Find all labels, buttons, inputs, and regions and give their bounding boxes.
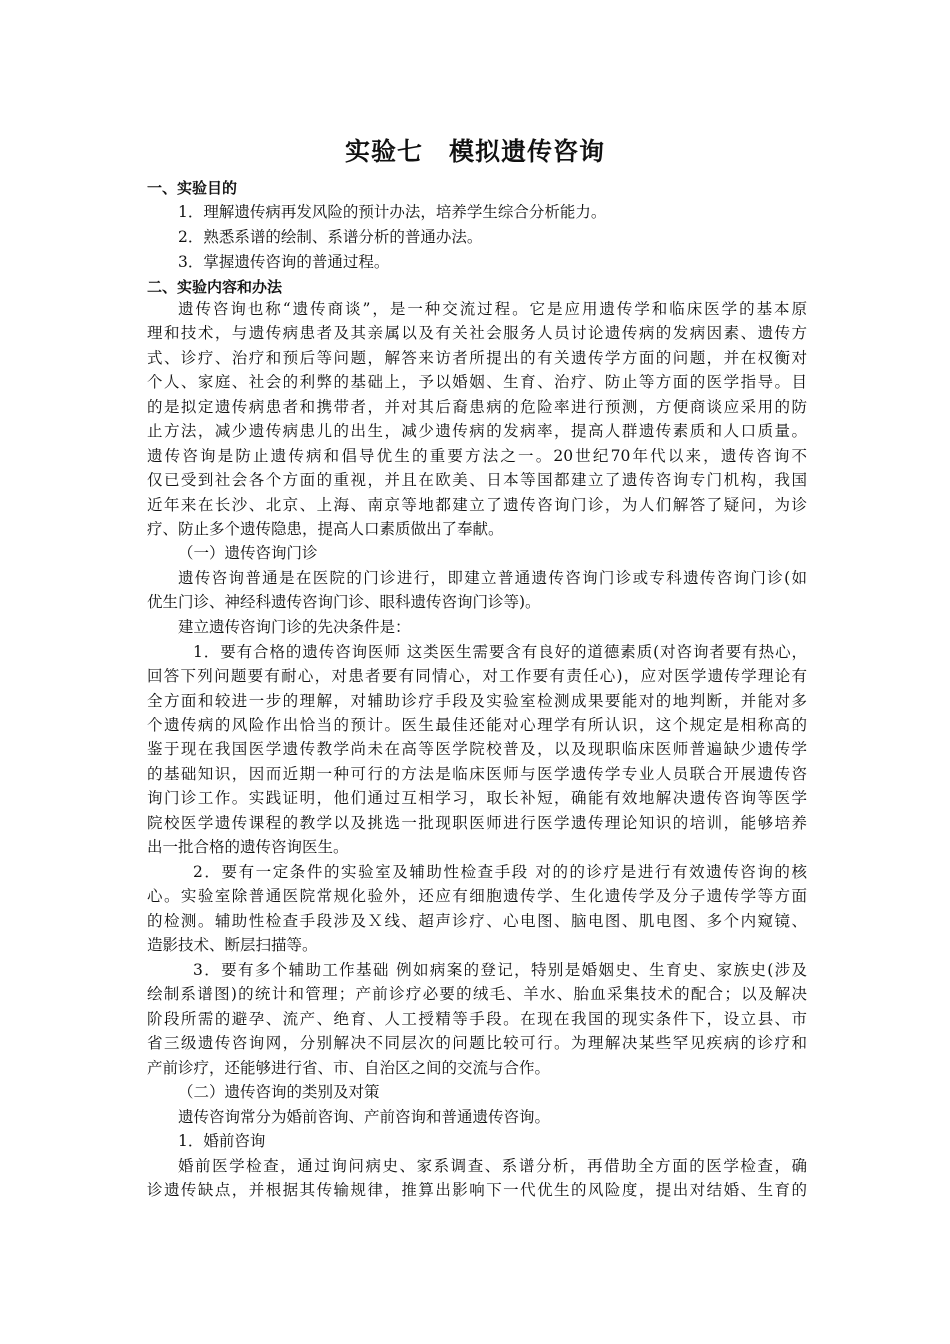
subsubsection-heading: 1．婚前咨询: [178, 1132, 266, 1150]
condition-2-line: 的检测。辅助性检查手段涉及Ｘ线、超声诊疗、心电图、脑电图、肌电图、多个内窥镜、: [147, 912, 807, 930]
paragraph-line: 仅已受到社会各个方面的重视，并且在欧美、日本等国都建立了遗传咨询专门机构，我国: [147, 471, 807, 489]
condition-1-line: 院校医学遗传课程的教学以及挑选一批现职医师进行医学遗传理论知识的培训，能够培养: [147, 814, 807, 832]
condition-1-line: 询门诊工作。实践证明，他们通过互相学习，取长补短，确能有效地解决遗传咨询等医学: [147, 789, 807, 807]
condition-3-line: 阶段所需的避孕、流产、绝育、人工授精等手段。在现在我国的现实条件下，设立县、市: [147, 1010, 807, 1028]
condition-1-line: 全方面和较进一步的理解，对辅助诊疗手段及实验室检测成果要能对的地判断，并能对多: [147, 692, 807, 710]
subsection-heading: （二）遗传咨询的类别及对策: [178, 1083, 380, 1101]
condition-1-line: 鉴于现在我国医学遗传教学尚未在高等医学院校普及，以及现职临床医师普遍缺少遗传学: [147, 740, 807, 758]
paragraph-line: 诊遗传缺点，并根据其传输规律，推算出影响下一代优生的风险度，提出对结婚、生育的: [147, 1181, 807, 1199]
subsection-heading: （一）遗传咨询门诊: [178, 544, 318, 562]
condition-1-line: 回答下列问题要有耐心，对患者要有同情心，对工作要有责任心)，应对医学遗传学理论有: [147, 667, 807, 685]
objective-item: 1．理解遗传病再发风险的预计办法，培养学生综合分析能力。: [178, 203, 607, 221]
paragraph-line: 疗、防止多个遗传隐患，提高人口素质做出了奉献。: [147, 520, 504, 538]
section-heading-content-methods: 二、实验内容和办法: [147, 278, 283, 296]
paragraph-line: 婚前医学检查，通过询问病史、家系调查、系谱分析，再借助全方面的医学检查，确: [178, 1157, 807, 1175]
paragraph-line: 个人、家庭、社会的利弊的基础上，予以婚姻、生育、治疗、防止等方面的医学指导。目: [147, 373, 807, 391]
condition-3-line: 绘制系谱图)的统计和管理；产前诊疗必要的绒毛、羊水、胎血采集技术的配合；以及解决: [147, 985, 807, 1003]
condition-2-line: 2．要有一定条件的实验室及辅助性检查手段 对的的诊疗是进行有效遗传咨询的核: [193, 863, 807, 881]
condition-2-line: 心。实验室除普通医院常规化验外，还应有细胞遗传学、生化遗传学及分子遗传学等方面: [147, 887, 807, 905]
paragraph-line: 式、诊疗、治疗和预后等问题，解答来访者所提出的有关遗传学方面的问题，并在权衡对: [147, 349, 807, 367]
condition-2-line: 造影技术、断层扫描等。: [147, 936, 318, 954]
condition-3-line: 3．要有多个辅助工作基础 例如病案的登记，特别是婚姻史、生育史、家族史(涉及: [193, 961, 807, 979]
paragraph-line: 理和技术，与遗传病患者及其亲属以及有关社会服务人员讨论遗传病的发病因素、遗传方: [147, 324, 807, 342]
paragraph-line: 遗传咨询是防止遗传病和倡导优生的重要方法之一。20世纪70年代以来，遗传咨询不: [147, 447, 807, 465]
paragraph-line: 建立遗传咨询门诊的先决条件是：: [178, 618, 411, 636]
objective-item: 2．熟悉系谱的绘制、系谱分析的普通办法。: [178, 228, 483, 246]
condition-1-line: 1．要有合格的遗传咨询医师 这类医生需要含有良好的道德素质(对咨询者要有热心，: [193, 643, 807, 661]
condition-1-line: 出一批合格的遗传咨询医生。: [147, 838, 349, 856]
paragraph-line: 遗传咨询常分为婚前咨询、产前咨询和普通遗传咨询。: [178, 1108, 551, 1126]
paragraph-line: 近年来在长沙、北京、上海、南京等地都建立了遗传咨询门诊，为人们解答了疑问，为诊: [147, 496, 807, 514]
section-heading-objectives: 一、实验目的: [147, 179, 238, 197]
paragraph-line: 的是拟定遗传病患者和携带者，并对其后裔患病的危险率进行预测，方便商谈应采用的防: [147, 398, 807, 416]
paragraph-line: 遗传咨询也称“遗传商谈”，是一种交流过程。它是应用遗传学和临床医学的基本原: [178, 300, 807, 318]
condition-1-line: 的基础知识，因而近期一种可行的方法是临床医师与医学遗传学专业人员联合开展遗传咨: [147, 765, 807, 783]
paragraph-line: 优生门诊、神经科遗传咨询门诊、眼科遗传咨询门诊等)。: [147, 593, 541, 611]
condition-3-line: 产前诊疗，还能够进行省、市、自治区之间的交流与合作。: [147, 1059, 551, 1077]
condition-1-line: 个遗传病的风险作出恰当的预计。医生最佳还能对心理学有所认识，这个规定是相称高的: [147, 716, 807, 734]
paragraph-line: 止方法，减少遗传病患儿的出生，减少遗传病的发病率，提高人群遗传素质和人口质量。: [147, 422, 807, 440]
paragraph-line: 遗传咨询普通是在医院的门诊进行，即建立普通遗传咨询门诊或专科遗传咨询门诊(如: [178, 569, 807, 587]
condition-3-line: 省三级遗传咨询网，分别解决不同层次的问题比较可行。为理解决某些罕见疾病的诊疗和: [147, 1034, 807, 1052]
objective-item: 3．掌握遗传咨询的普通过程。: [178, 253, 390, 271]
page-title: 实验七 模拟遗传咨询: [344, 137, 605, 166]
